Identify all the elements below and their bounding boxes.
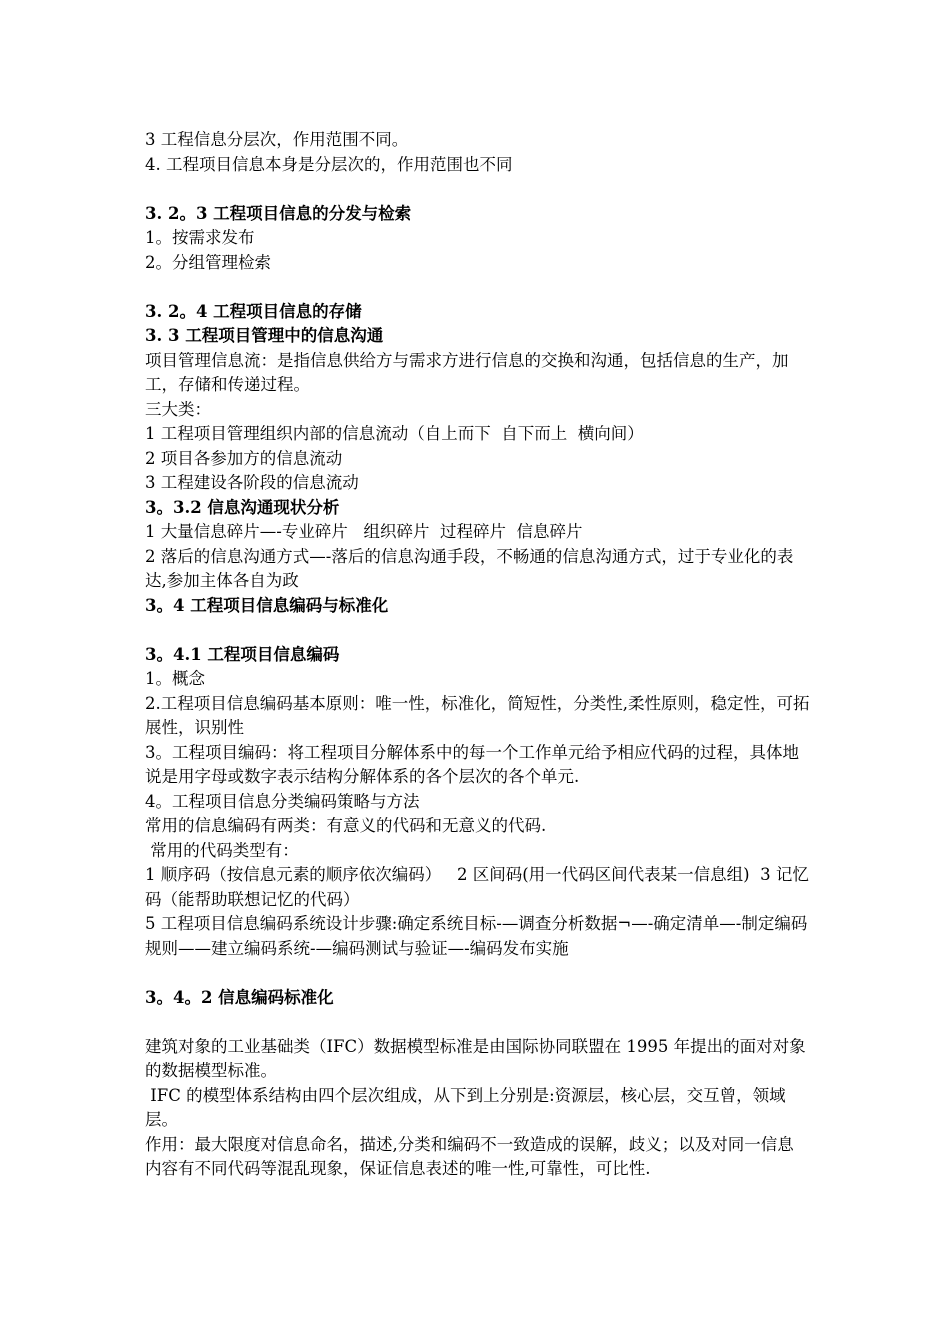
text-line: 2 项目各参加方的信息流动	[145, 448, 343, 468]
text-line: 1 大量信息碎片—-专业碎片 组织碎片 过程碎片 信息碎片	[145, 522, 583, 541]
text-line: 2。分组管理检索	[145, 252, 271, 272]
section-heading: 3. 2。3 工程项目信息的分发与检索	[145, 203, 412, 223]
text-line: 1。概念	[145, 669, 205, 688]
text-paragraph: 1 顺序码（按信息元素的顺序依次编码） 2 区间码(用一代码区间代表某一信息组) 3 记忆码（能帮助联想记忆的代码）	[145, 865, 809, 909]
text-line: 常用的信息编码有两类：有意义的代码和无意义的代码.	[145, 816, 547, 835]
text-paragraph: IFC 的模型体系结构由四个层次组成，从下到上分别是:资源层，核心层，交互曾，领域层。	[145, 1085, 786, 1129]
text-paragraph: 作用：最大限度对信息命名，描述,分类和编码不一致造成的误解，歧义；以及对同一信息内容有不同代码等混乱现象，保证信息表述的唯一性,可靠性，可比性.	[145, 1134, 794, 1178]
text-paragraph: 3。工程项目编码：将工程项目分解体系中的每一个工作单元给予相应代码的过程，具体地说是用字母或数字表示结构分解体系的各个层次的各个单元.	[145, 742, 799, 786]
text-line: 4. 工程项目信息本身是分层次的，作用范围也不同	[145, 154, 513, 174]
text-line: 1 工程项目管理组织内部的信息流动（自上而下 自下而上 横向间）	[145, 424, 644, 443]
text-paragraph: 2 落后的信息沟通方式—-落后的信息沟通手段，不畅通的信息沟通方式，过于专业化的表达,参加主体各自为政	[145, 546, 794, 590]
text-line: 3 工程建设各阶段的信息流动	[145, 473, 359, 492]
section-heading: 3。4 工程项目信息编码与标准化	[145, 595, 389, 615]
text-line: 3 工程信息分层次，作用范围不同。	[145, 130, 409, 149]
blank-line	[145, 275, 810, 300]
section-heading: 3。4。2 信息编码标准化	[145, 987, 334, 1007]
blank-line	[145, 961, 810, 986]
text-paragraph: 建筑对象的工业基础类（IFC）数据模型标准是由国际协同联盟在 1995 年提出的面对对象的数据模型标准。	[145, 1036, 806, 1080]
text-paragraph: 项目管理信息流：是指信息供给方与需求方进行信息的交换和沟通，包括信息的生产，加工，存储和传递过程。	[145, 350, 789, 394]
blank-line	[145, 618, 810, 643]
blank-line	[145, 177, 810, 202]
text-line: 1。按需求发布	[145, 228, 255, 247]
blank-line	[145, 1010, 810, 1035]
text-paragraph: 5 工程项目信息编码系统设计步骤:确定系统目标-—调查分析数据¬—-确定清单—-制定编码规则——建立编码系统-—编码测试与验证—-编码发布实施	[145, 914, 808, 958]
section-heading: 3. 3 工程项目管理中的信息沟通	[145, 326, 384, 345]
text-line: 三大类：	[145, 399, 211, 419]
text-line: 常用的代码类型有：	[145, 840, 299, 860]
section-heading: 3。3.2 信息沟通现状分析	[145, 497, 340, 517]
document-page	[145, 128, 810, 1182]
text-paragraph: 2.工程项目信息编码基本原则：唯一性，标准化，简短性，分类性,柔性原则，稳定性，可拓展性，识别性	[145, 693, 810, 737]
section-heading: 3。4.1 工程项目信息编码	[145, 644, 340, 664]
section-heading: 3. 2。4 工程项目信息的存储	[145, 301, 362, 321]
text-line: 4。工程项目信息分类编码策略与方法	[145, 791, 420, 811]
